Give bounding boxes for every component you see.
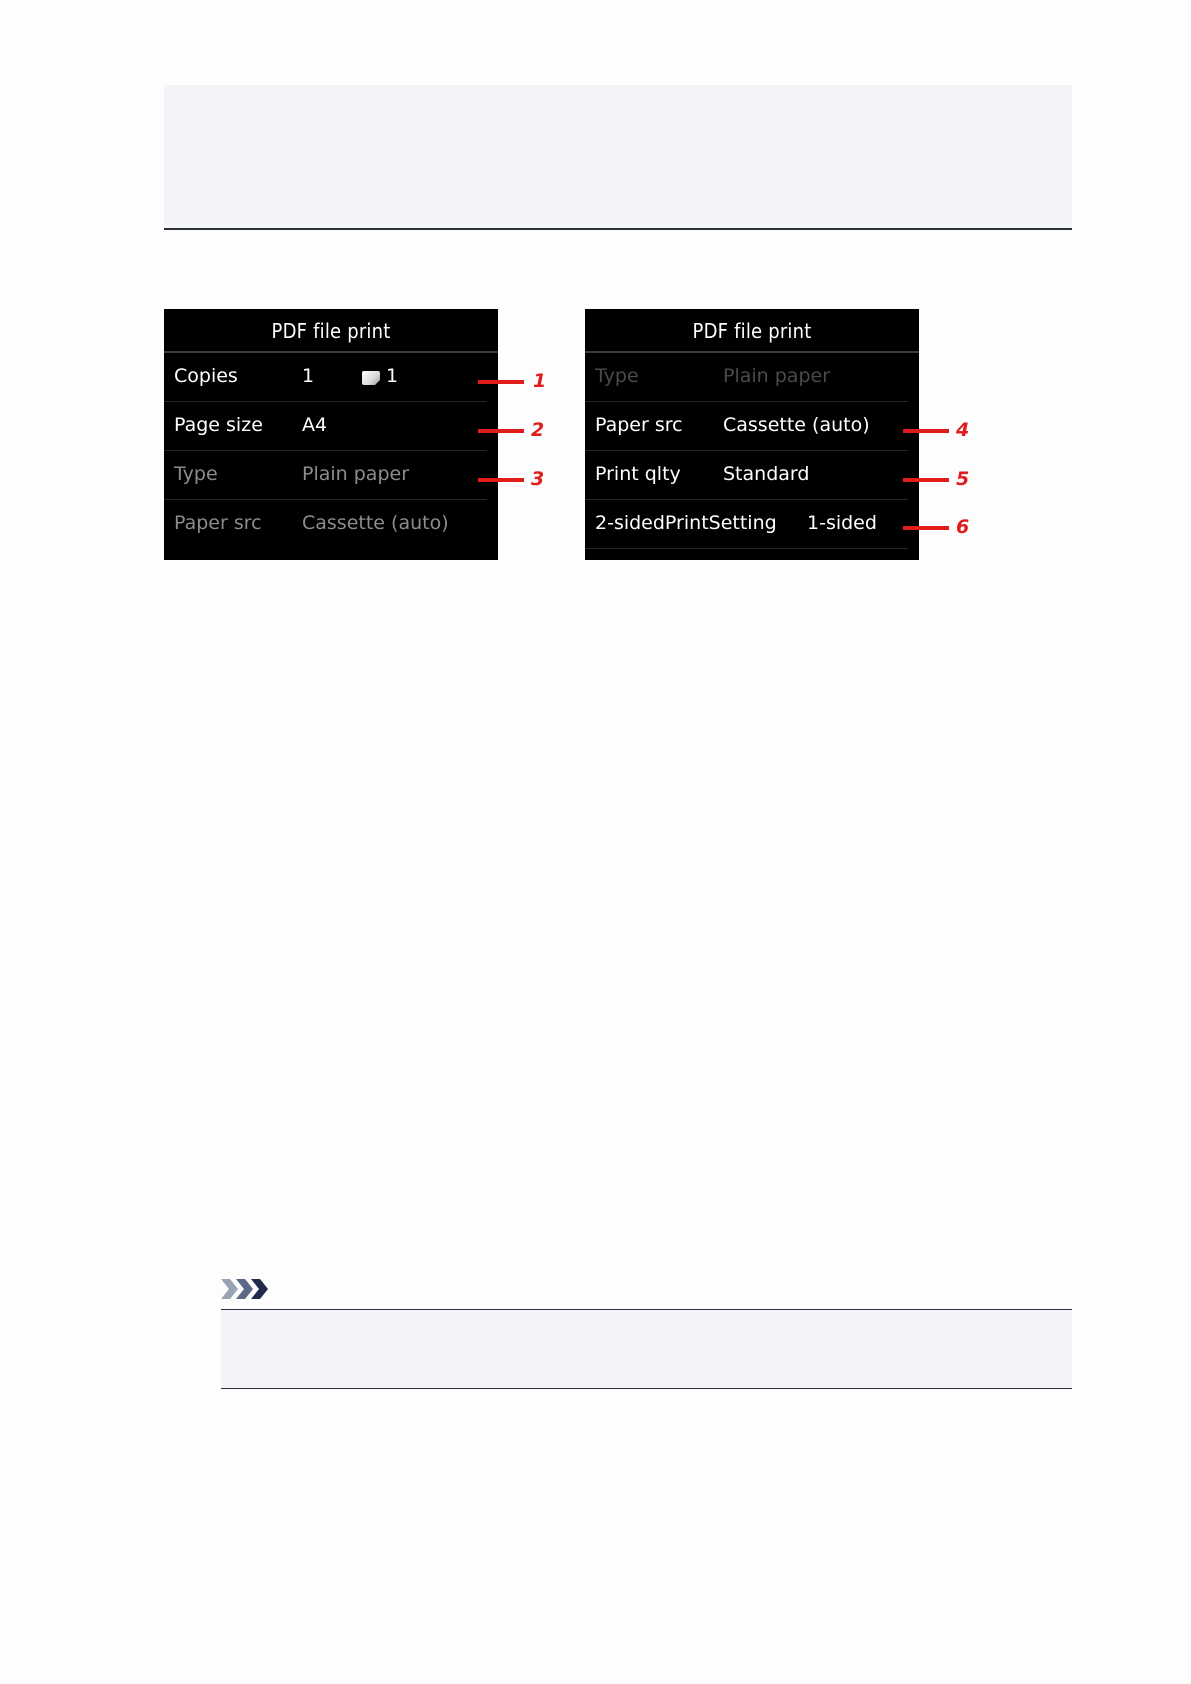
printer-screen-right: [585, 309, 919, 560]
setting-row-copies[interactable]: [164, 353, 487, 402]
setting-row-type[interactable]: [164, 451, 487, 500]
setting-row-print-quality[interactable]: [585, 451, 908, 500]
callout-number-4: 4: [956, 419, 970, 441]
callout-line-3: [478, 478, 524, 482]
setting-row-paper-src[interactable]: [164, 500, 487, 548]
row-value: 1: [302, 365, 315, 387]
printer-screen-left: [164, 309, 498, 560]
row-value: Cassette (auto): [302, 512, 449, 534]
row-value: Cassette (auto): [723, 414, 870, 436]
callout-line-4: [903, 429, 949, 433]
row-label: Copies: [174, 365, 238, 387]
row-label: Paper src: [595, 414, 683, 436]
callout-number-1: 1: [533, 370, 547, 392]
callout-line-2: [478, 429, 524, 433]
copies-count: 1: [386, 365, 399, 387]
callout-line-1: [478, 380, 524, 384]
row-value: A4: [302, 414, 328, 436]
callout-number-6: 6: [956, 516, 970, 538]
row-value: Standard: [723, 463, 810, 485]
row-value: Plain paper: [302, 463, 410, 485]
row-label: 2-sidedPrintSetting: [595, 512, 777, 534]
note-box: [221, 1309, 1072, 1389]
setting-row-2-sided[interactable]: [585, 500, 908, 549]
row-label: Page size: [174, 414, 263, 436]
setting-row-paper-src[interactable]: [585, 402, 908, 451]
callout-number-3: 3: [531, 468, 545, 490]
setting-row-type[interactable]: [585, 353, 908, 402]
screen-title: PDF file print: [164, 309, 498, 353]
copies-icon: [362, 371, 380, 385]
row-value: Plain paper: [723, 365, 831, 387]
callout-line-5: [903, 478, 949, 482]
row-label: Type: [595, 365, 639, 387]
setting-row-page-size[interactable]: [164, 402, 487, 451]
note-chevrons-icon: [221, 1279, 271, 1299]
row-label: Type: [174, 463, 218, 485]
screen-title: PDF file print: [585, 309, 919, 353]
callout-line-6: [903, 526, 949, 530]
callout-number-2: 2: [531, 419, 545, 441]
row-label: Paper src: [174, 512, 262, 534]
row-value: 1-sided: [807, 512, 877, 534]
top-banner: [164, 85, 1072, 230]
callout-number-5: 5: [956, 468, 970, 490]
row-label: Print qlty: [595, 463, 681, 485]
